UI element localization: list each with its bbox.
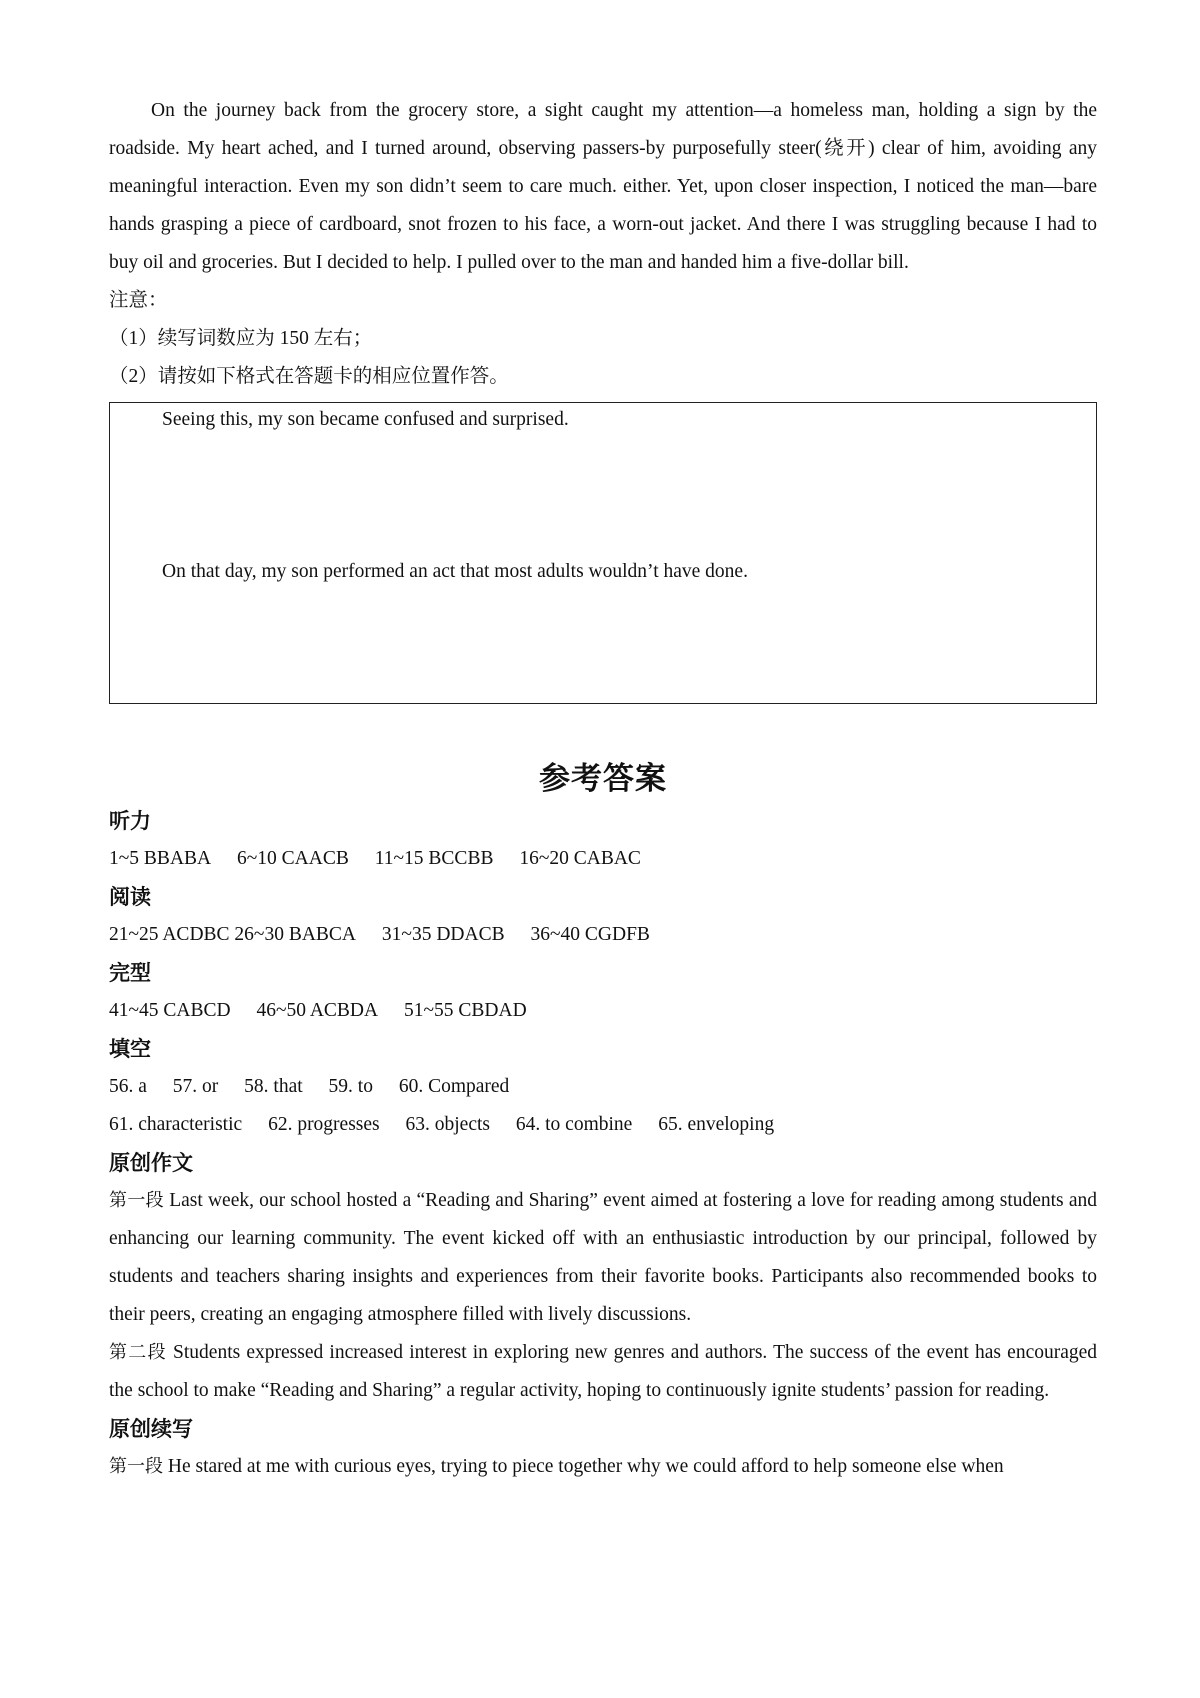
continuation-paragraph-1 xyxy=(109,1448,1097,1486)
paragraph-label: 第一段 xyxy=(109,1190,164,1211)
cloze-heading: 完型 xyxy=(109,961,151,985)
answer-group: 41~45 CABCD xyxy=(109,1000,231,1021)
paragraph-label: 第一段 xyxy=(109,1456,163,1477)
answer-item: 56. a xyxy=(109,1076,147,1097)
listening-answers xyxy=(109,840,1097,878)
answer-item: 57. or xyxy=(172,1076,219,1097)
note-item-2: （2）请按如下格式在答题卡的相应位置作答。 xyxy=(109,366,509,387)
answer-item: 62. progresses xyxy=(268,1114,380,1135)
listening-heading: 听力 xyxy=(109,809,151,833)
answer-item: 65. enveloping xyxy=(658,1114,775,1135)
paragraph-text: Last week, our school hosted a “Reading and Sharing” event aimed at fostering a love for reading among students and enhancing our learning community. The event kicked off with an enthusiastic introduction by our principal, followed by students and teachers sharing insights and experiences from their favorite books. Participants also recommended books to their peers, creating an engaging atmosphere filled with lively discussions. xyxy=(109,1190,1097,1325)
answer-group: 46~50 ACBDA xyxy=(256,1000,379,1021)
document-page xyxy=(109,92,1097,1486)
essay-heading: 原创作文 xyxy=(109,1151,193,1175)
reading-answers xyxy=(109,916,1097,954)
paragraph-start-1: Seeing this, my son became confused and surprised. xyxy=(162,409,569,430)
answer-item: 60. Compared xyxy=(398,1076,510,1097)
answer-item: 58. that xyxy=(244,1076,303,1097)
answer-item: 61. characteristic xyxy=(109,1114,243,1135)
answer-group: 51~55 CBDAD xyxy=(403,1000,527,1021)
answer-box xyxy=(109,402,1097,704)
answer-group: 21~25 ACDBC 26~30 BABCA xyxy=(109,924,357,945)
answer-group: 16~20 CABAC xyxy=(519,848,641,869)
reading-heading: 阅读 xyxy=(109,885,151,909)
fill-answers-row-2 xyxy=(109,1106,1097,1144)
story-paragraph: On the journey back from the grocery store, a sight caught my attention—a homeless man, holding a sign by the roadside. My heart ached, and I turned around, observing passers-by purposefully steer(绕开) clear of him, avoiding any meaningful interaction. Even my son didn’t seem to care much. either. Yet, upon closer inspection, I noticed the man—bare hands grasping a piece of cardboard, snot frozen to his face, a worn-out jacket. And there I was struggling because I had to buy oil and groceries. But I decided to help. I pulled over to the man and handed him a five-dollar bill. xyxy=(109,100,1097,273)
answer-group: 1~5 BBABA xyxy=(109,848,212,869)
answer-group: 36~40 CGDFB xyxy=(530,924,650,945)
fill-heading: 填空 xyxy=(109,1037,151,1061)
answer-group: 11~15 BCCBB xyxy=(374,848,494,869)
notes-heading: 注意： xyxy=(109,290,168,311)
note-item-1: （1）续写词数应为 150 左右； xyxy=(109,328,373,349)
answer-group: 31~35 DDACB xyxy=(381,924,505,945)
paragraph-text: Students expressed increased interest in exploring new genres and authors. The success of the event has encouraged the school to make “Reading and Sharing” a regular activity, hoping to continuously ignite students’ passion for reading. xyxy=(109,1342,1098,1401)
answer-item: 63. objects xyxy=(405,1114,490,1135)
answer-group: 6~10 CAACB xyxy=(236,848,349,869)
cloze-answers xyxy=(109,992,1097,1030)
essay-paragraph-2 xyxy=(109,1334,1097,1410)
fill-answers-row-1 xyxy=(109,1068,1097,1106)
paragraph-text: He stared at me with curious eyes, trying to piece together why we could afford to help someone else when xyxy=(167,1456,1004,1477)
answers-title: 参考答案 xyxy=(539,761,667,797)
continuation-heading: 原创续写 xyxy=(109,1417,193,1441)
paragraph-start-2: On that day, my son performed an act that most adults wouldn’t have done. xyxy=(162,561,748,582)
essay-paragraph-1 xyxy=(109,1182,1097,1334)
answer-item: 64. to combine xyxy=(515,1114,633,1135)
paragraph-label: 第二段 xyxy=(109,1342,167,1363)
answer-item: 59. to xyxy=(328,1076,373,1097)
